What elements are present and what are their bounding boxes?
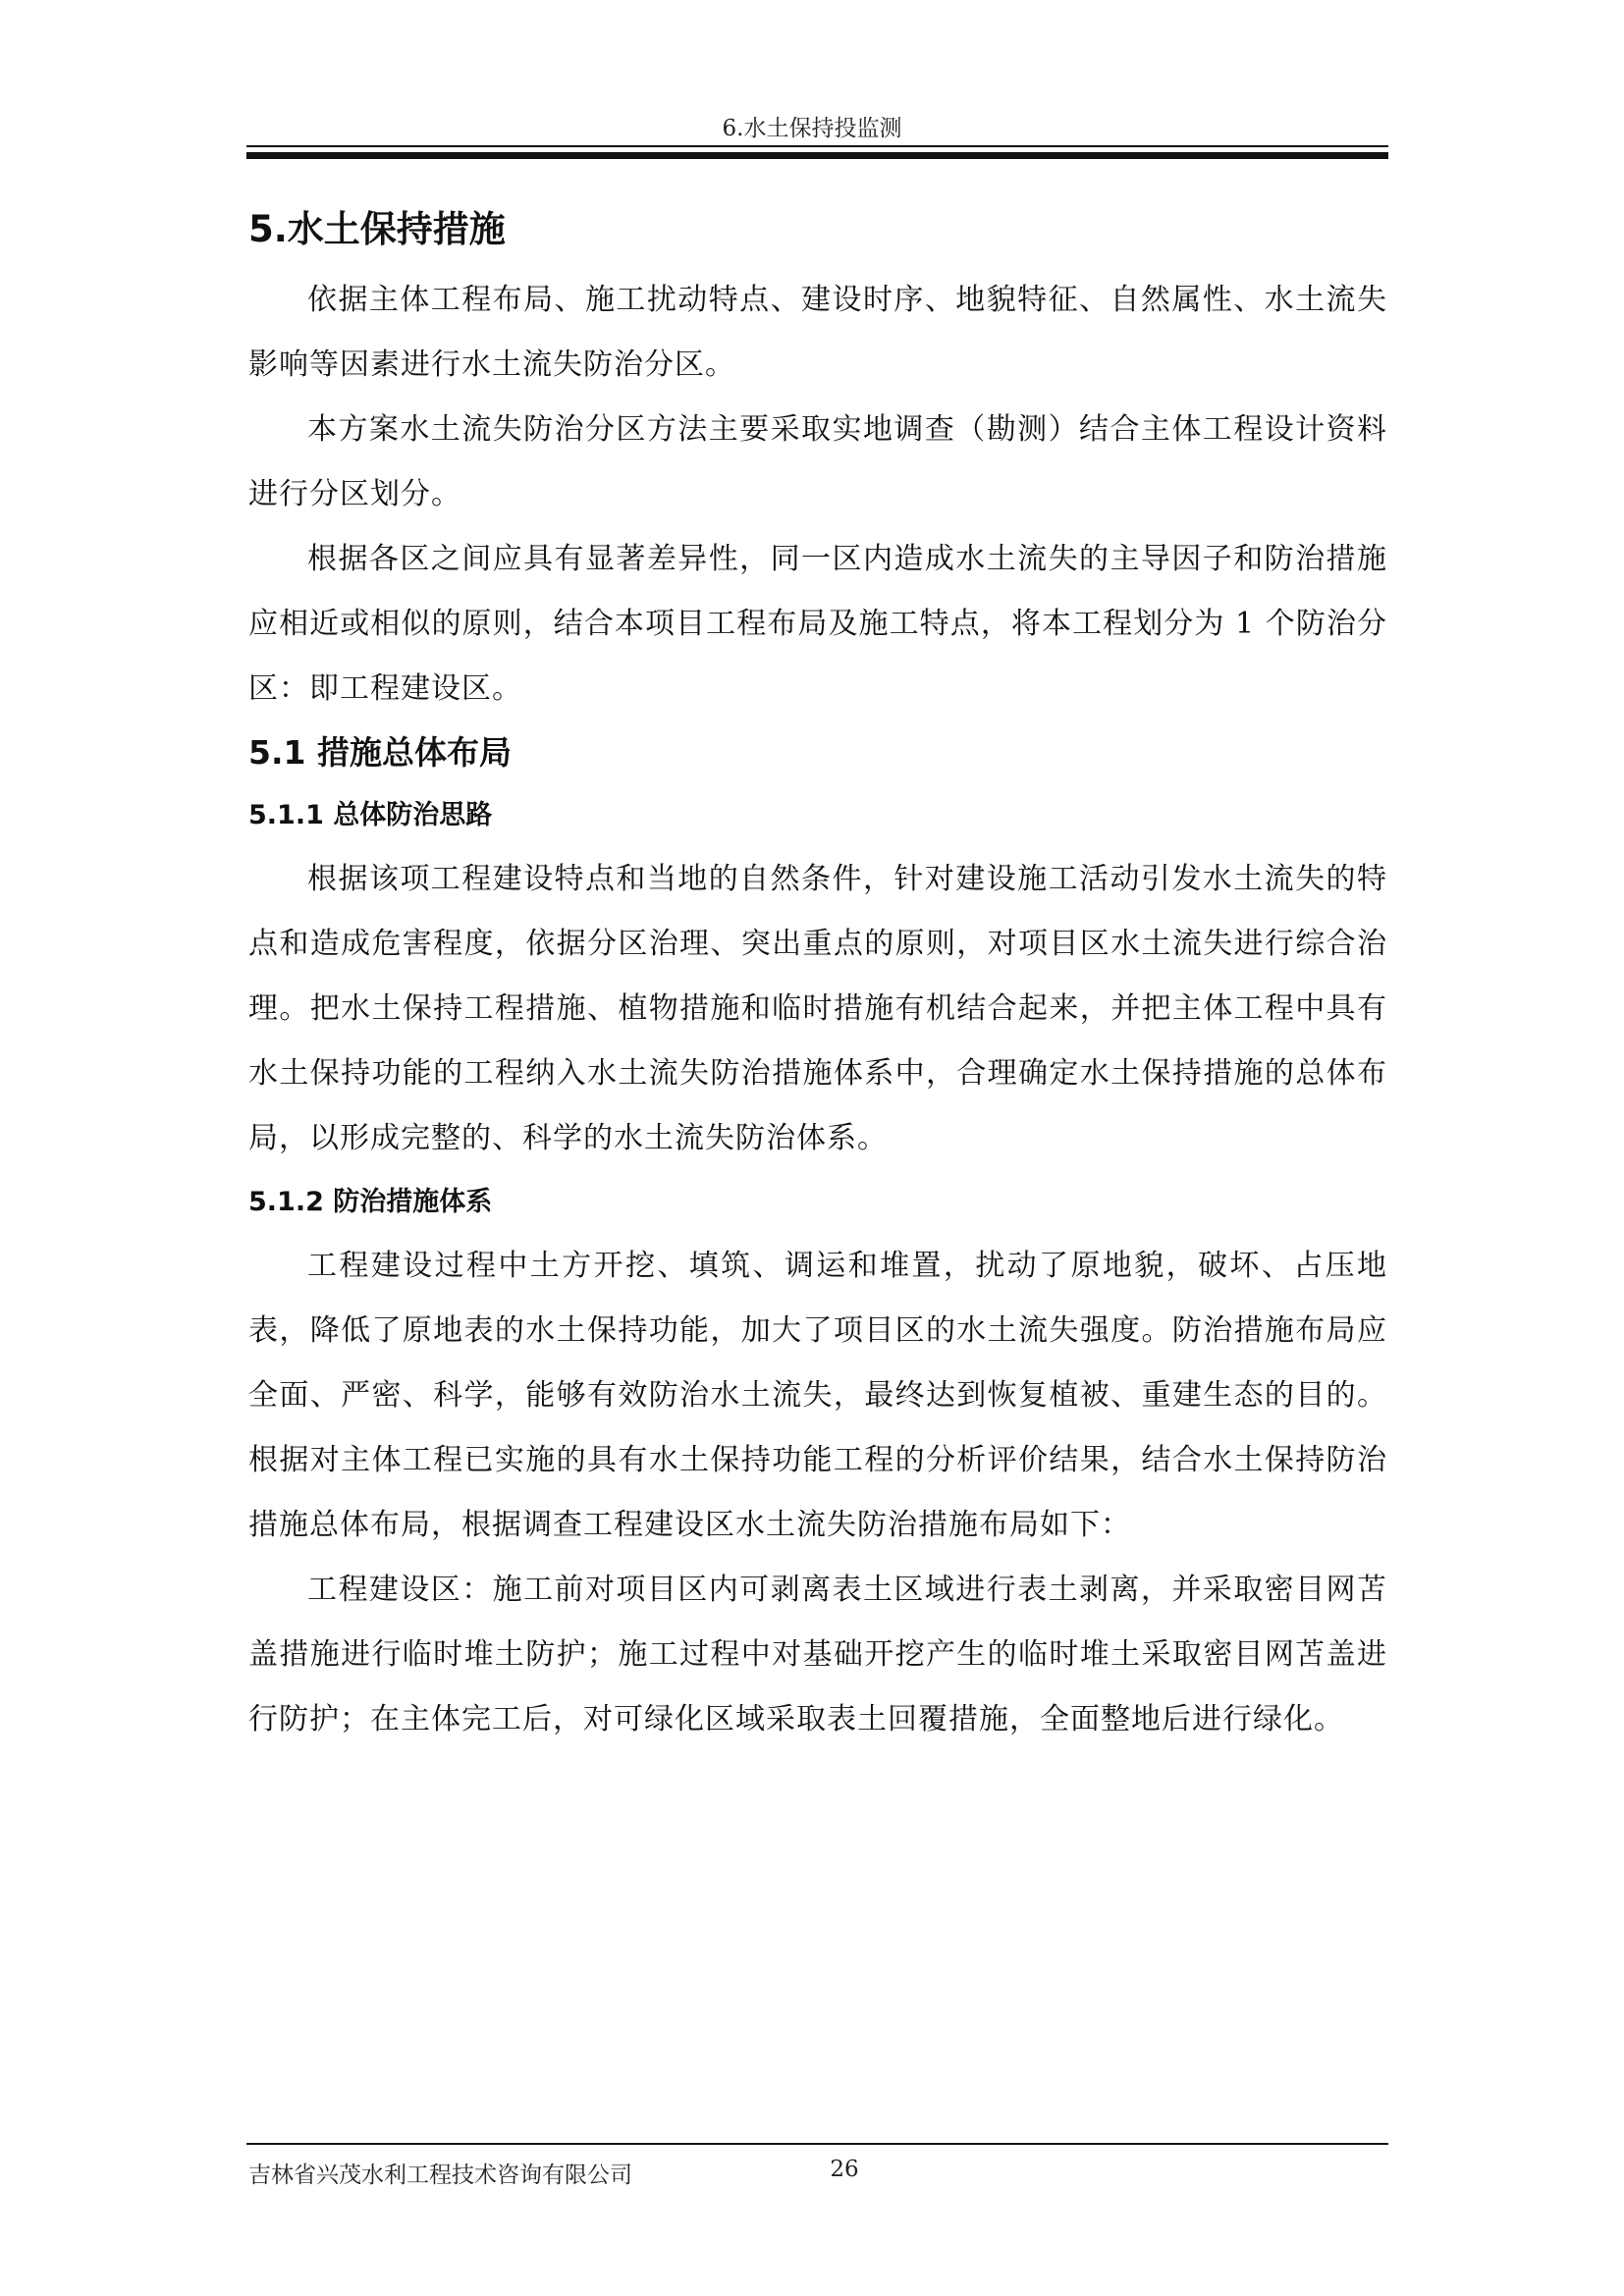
header-rule-thin: [246, 145, 1388, 147]
document-body: [248, 191, 1387, 1752]
subsubsection-title: 5.1.1 总体防治思路: [248, 800, 493, 830]
paragraph: 依据主体工程布局、施工扰动特点、建设时序、地貌特征、自然属性、水土流失影响等因素进行水土流失防治分区。: [248, 283, 1387, 382]
paragraph: 根据该项工程建设特点和当地的自然条件，针对建设施工活动引发水土流失的特点和造成危害程度，依据分区治理、突出重点的原则，对项目区水土流失进行综合治理。把水土保持工程措施、植物措施和临时措施有机结合起来，并把主体工程中具有水土保持功能的工程纳入水土流失防治措施体系中，合理确定水土保持措施的总体布局，以形成完整的、科学的水土流失防治体系。: [248, 862, 1387, 1155]
paragraph: 根据各区之间应具有显著差异性，同一区内造成水土流失的主导因子和防治措施应相近或相似的原则，结合本项目工程布局及施工特点，将本工程划分为 1 个防治分区：即工程建设区。: [248, 542, 1387, 706]
subsection-title: 5.1 措施总体布局: [248, 733, 512, 772]
paragraph: 工程建设过程中土方开挖、填筑、调运和堆置，扰动了原地貌，破坏、占压地表，降低了原地表的水土保持功能，加大了项目区的水土流失强度。防治措施布局应全面、严密、科学，能够有效防治水土流失，最终达到恢复植被、重建生态的目的。根据对主体工程已实施的具有水土保持功能工程的分析评价结果，结合水土保持防治措施总体布局，根据调查工程建设区水土流失防治措施布局如下：: [248, 1249, 1387, 1542]
subsubsection-title: 5.1.2 防治措施体系: [248, 1187, 493, 1217]
header-rule-thick: [246, 152, 1388, 159]
page-header-title: 6.水土保持投监测: [722, 116, 902, 141]
footer-rule: [246, 2143, 1388, 2145]
section-title: 5.水土保持措施: [248, 208, 506, 250]
paragraph: 工程建设区：施工前对项目区内可剥离表土区域进行表土剥离，并采取密目网苫盖措施进行临时堆土防护；施工过程中对基础开挖产生的临时堆土采取密目网苫盖进行防护；在主体完工后，对可绿化区域采取表土回覆措施，全面整地后进行绿化。: [248, 1573, 1387, 1736]
footer-company: 吉林省兴茂水利工程技术咨询有限公司: [248, 2163, 632, 2188]
page-number: 26: [830, 2157, 859, 2182]
paragraph: 本方案水土流失防治分区方法主要采取实地调查（勘测）结合主体工程设计资料进行分区划分。: [248, 412, 1387, 511]
